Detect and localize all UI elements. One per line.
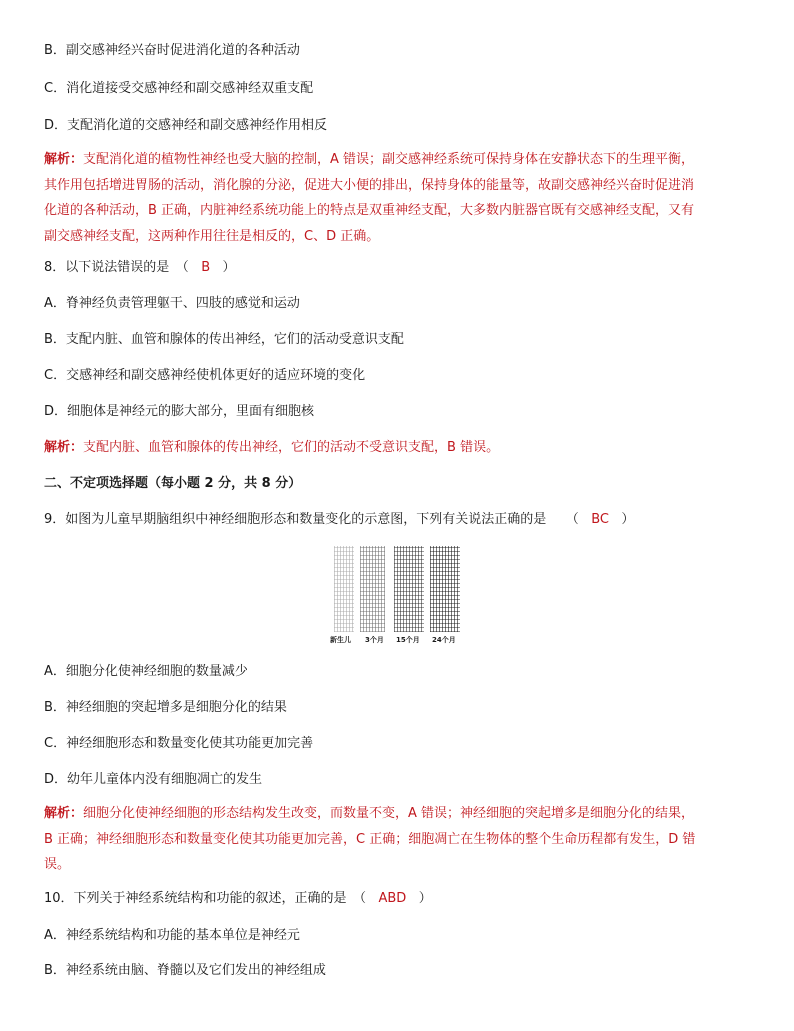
figure-label-15-months: 15个月 — [396, 636, 420, 644]
analysis-label: 解析： — [44, 152, 84, 167]
question-9-text: 9．如图为儿童早期脑组织中神经细胞形态和数量变化的示意图，下列有关说法正确的是 （ — [44, 512, 579, 527]
question-9-stem — [44, 510, 634, 530]
figure-label-24-months: 24个月 — [432, 636, 456, 644]
option-9c: C．神经细胞形态和数量变化使其功能更加完善 — [44, 736, 314, 751]
analysis-label: 解析： — [44, 440, 84, 455]
analysis-8 — [44, 438, 499, 458]
analysis-9-line1: 细胞分化使神经细胞的形态结构发生改变，而数量不变，A 错误；神经细胞的突起增多是细胞分化的结果， — [83, 806, 695, 821]
option-8b: B．支配内脏、血管和腺体的传出神经，它们的活动受意识支配 — [44, 332, 404, 347]
analysis-7-line2: 其作用包括增进胃肠的活动，消化腺的分泌，促进大小便的排出，保持身体的能量等，故副交感神经兴奋时促进消 — [44, 177, 695, 193]
option-10b: B．神经系统由脑、脊髓以及它们发出的神经组成 — [44, 963, 326, 978]
analysis-8-text: 支配内脏、血管和腺体的传出神经，它们的活动不受意识支配，B 错误。 — [83, 440, 500, 455]
option-8c: C．交感神经和副交感神经使机体更好的适应环境的变化 — [44, 368, 366, 383]
analysis-7-line1: 支配消化道的植物性神经也受大脑的控制，A 错误；副交感神经系统可保持身体在安静状态下的生理平衡， — [83, 152, 695, 167]
neuron-strip-newborn — [334, 546, 354, 632]
neuron-strip-15-months — [394, 546, 424, 632]
option-9b: B．神经细胞的突起增多是细胞分化的结果 — [44, 700, 287, 715]
option-7b: B．副交感神经兴奋时促进消化道的各种活动 — [44, 43, 300, 58]
option-9d: D．幼年儿童体内没有细胞凋亡的发生 — [44, 772, 263, 787]
analysis-9-line2: B 正确；神经细胞形态和数量变化使其功能更加完善，C 正确；细胞凋亡在生物体的整个生命历程都有发生，D 错 — [44, 831, 696, 847]
question-8-text: 8．以下说法错误的是 （ — [44, 260, 189, 275]
neuron-strip-3-months — [360, 546, 385, 632]
analysis-7 — [44, 147, 754, 249]
option-10a: A．神经系统结构和功能的基本单位是神经元 — [44, 928, 300, 943]
neuron-figure — [328, 546, 465, 646]
analysis-label: 解析： — [44, 806, 84, 821]
question-10-stem — [44, 889, 432, 909]
analysis-7-line4: 副交感神经支配，这两种作用往往是相反的，C、D 正确。 — [44, 228, 380, 244]
question-9-close: ） — [621, 512, 635, 527]
option-9a: A．细胞分化使神经细胞的数量减少 — [44, 664, 248, 679]
analysis-9-line3: 误。 — [44, 857, 71, 872]
analysis-7-line3: 化道的各种活动，B 正确，内脏神经系统功能上的特点是双重神经支配，大多数内脏器官既有交感神经支配，又有 — [44, 203, 695, 218]
question-10-text: 10．下列关于神经系统结构和功能的叙述，正确的是 （ — [44, 891, 367, 906]
figure-label-3-months: 3个月 — [365, 636, 384, 644]
option-7d: D．支配消化道的交感神经和副交感神经作用相反 — [44, 118, 328, 133]
analysis-9 — [44, 801, 754, 878]
section-2-heading: 二、不定项选择题（每小题 2 分，共 8 分） — [44, 476, 302, 491]
neuron-strip-24-months — [430, 546, 460, 632]
figure-label-newborn: 新生儿 — [330, 636, 351, 644]
question-10-answer: ABD — [378, 891, 407, 906]
option-8a: A．脊神经负责管理躯干、四肢的感觉和运动 — [44, 296, 300, 311]
option-7c: C．消化道接受交感神经和副交感神经双重支配 — [44, 81, 314, 96]
option-8d: D．细胞体是神经元的膨大部分，里面有细胞核 — [44, 404, 315, 419]
question-8-answer: B — [201, 260, 211, 275]
question-10-close: ） — [418, 891, 432, 906]
question-8-close: ） — [222, 260, 236, 275]
question-8-stem — [44, 258, 236, 278]
question-9-answer: BC — [591, 512, 609, 527]
